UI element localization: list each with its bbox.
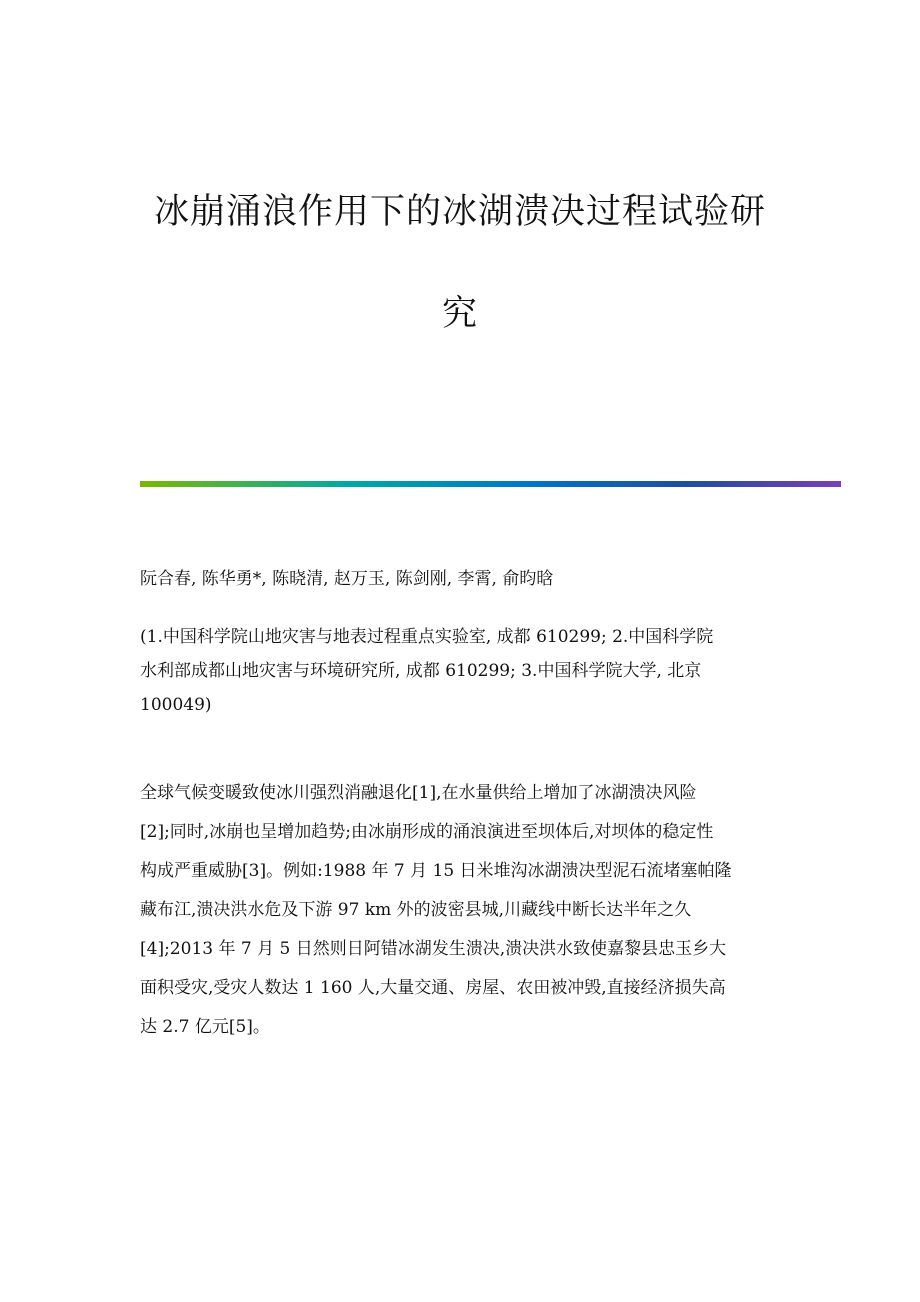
affiliation-line: (1.中国科学院山地灾害与地表过程重点实验室, 成都 610299; 2.中国科学院 [140, 627, 714, 647]
abstract-line: 全球气候变暖致使冰川强烈消融退化[1],在水量供给上增加了冰湖溃决风险 [140, 783, 697, 803]
gradient-divider [140, 481, 841, 487]
abstract-paragraph [140, 774, 788, 1047]
abstract-line: 达 2.7 亿元[5]。 [140, 1017, 270, 1037]
title-line-1: 冰崩涌浪作用下的冰湖溃决过程试验研 [153, 192, 766, 232]
page-title [80, 188, 840, 338]
abstract-line: 藏布江,溃决洪水危及下游 97 km 外的波密县城,川藏线中断长达半年之久 [140, 900, 692, 920]
abstract-line: [2];同时,冰崩也呈增加趋势;由冰崩形成的涌浪演进至坝体后,对坝体的稳定性 [140, 822, 714, 842]
affiliation [140, 620, 800, 722]
abstract-line: 构成严重威胁[3]。例如:1988 年 7 月 15 日米堆沟冰湖溃决型泥石流堵塞帕隆 [140, 861, 732, 881]
affiliation-line: 水利部成都山地灾害与环境研究所, 成都 610299; 3.中国科学院大学, 北京 [140, 661, 702, 681]
gradient-divider-bar [140, 481, 841, 487]
author-list: 阮合春, 陈华勇*, 陈晓清, 赵万玉, 陈剑刚, 李霄, 俞昀晗 [140, 569, 554, 589]
title-line-2: 究 [441, 294, 478, 334]
affiliation-line: 100049) [140, 695, 212, 715]
abstract-line: [4];2013 年 7 月 5 日然则日阿错冰湖发生溃决,溃决洪水致使嘉黎县忠玉乡大 [140, 939, 727, 959]
abstract-line: 面积受灾,受灾人数达 1 160 人,大量交通、房屋、农田被冲毁,直接经济损失高 [140, 978, 726, 998]
